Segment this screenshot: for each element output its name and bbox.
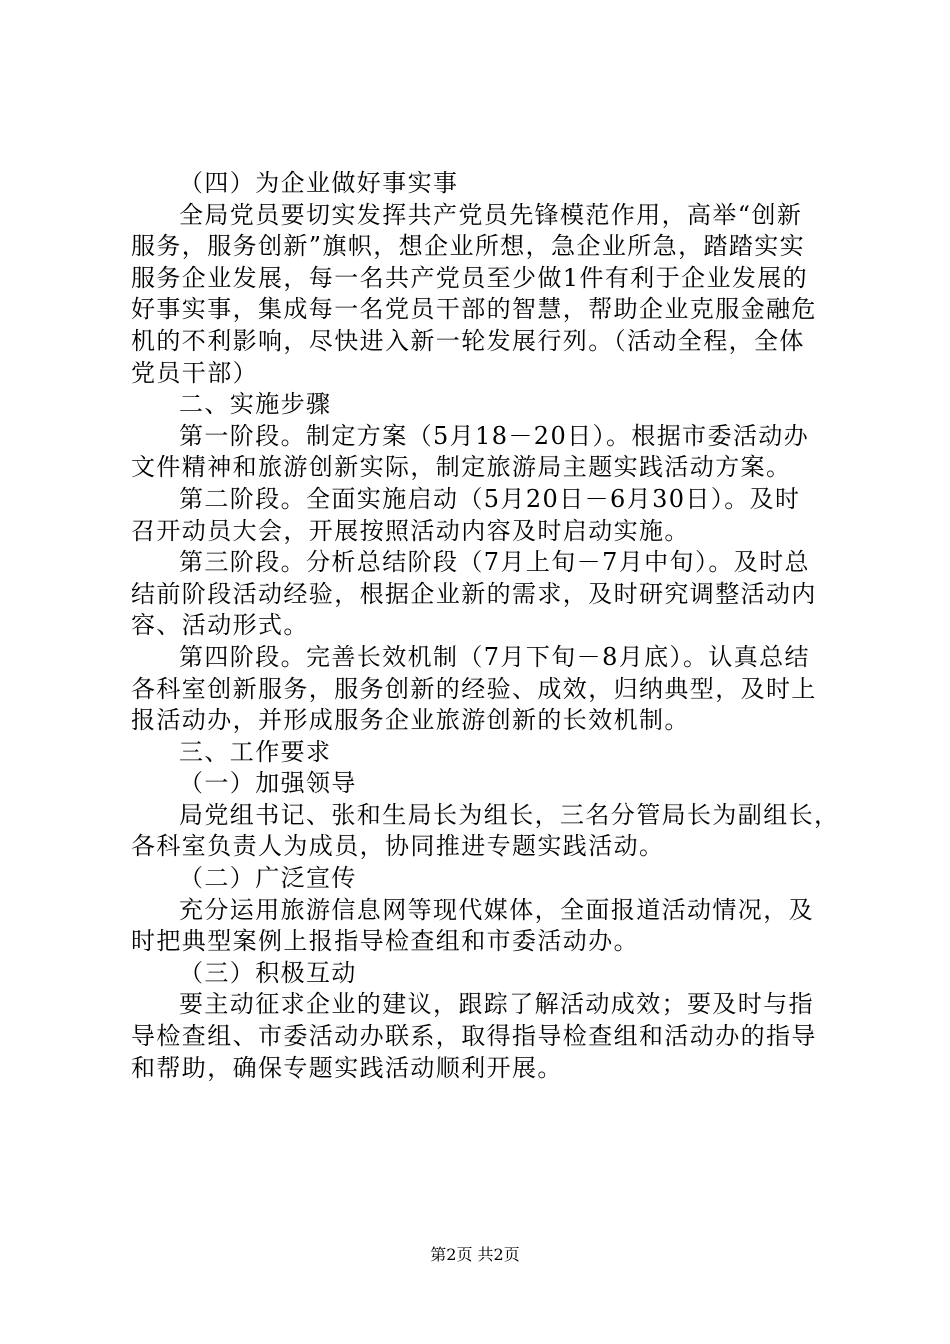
text-line: 和帮助，确保专题实践活动顺利开展。 bbox=[131, 1053, 563, 1082]
text-line: 服务，服务创新”旗帜，想企业所想，急企业所急，踏踏实实 bbox=[131, 232, 806, 261]
text-line: 全局党员要切实发挥共产党员先锋模范作用，高举“创新 bbox=[179, 200, 803, 229]
text-line: 第四阶段。完善长效机制（7月下旬－8月底）。认真总结 bbox=[179, 642, 810, 671]
text-line: 各科室创新服务，服务创新的经验、成效，归纳典型，及时上 bbox=[131, 674, 817, 703]
text-line: 充分运用旅游信息网等现代媒体，全面报道活动情况，及 bbox=[179, 895, 814, 924]
text-line: 要主动征求企业的建议，跟踪了解活动成效；要及时与指 bbox=[179, 990, 814, 1019]
text-line: 召开动员大会，开展按照活动内容及时启动实施。 bbox=[131, 516, 690, 545]
text-line: （四）为企业做好事实事 bbox=[179, 169, 459, 197]
text-line: 第二阶段。全面实施启动（5月20日－6月30日）。及时 bbox=[179, 484, 801, 513]
text-line: 机的不利影响，尽快进入新一轮发展行列。（活动全程，全体 bbox=[131, 326, 805, 355]
text-line: 结前阶段活动经验，根据企业新的需求，及时研究调整活动内 bbox=[131, 579, 817, 608]
text-line: （一）加强领导 bbox=[179, 769, 357, 798]
page-footer: 第2页 共2页 bbox=[430, 1245, 520, 1264]
text-line: 各科室负责人为成员，协同推进专题实践活动。 bbox=[131, 832, 665, 861]
text-line: （三）积极互动 bbox=[179, 958, 357, 987]
document-body bbox=[131, 168, 840, 1084]
text-line: 容、活动形式。 bbox=[131, 611, 309, 640]
text-line: 好事实事，集成每一名党员干部的智慧，帮助企业克服金融危 bbox=[131, 295, 817, 324]
text-line: 导检查组、市委活动办联系，取得指导检查组和活动办的指导 bbox=[131, 1022, 817, 1051]
text-line: 三、工作要求 bbox=[179, 737, 332, 766]
text-line: 时把典型案例上报指导检查组和市委活动办。 bbox=[131, 927, 639, 956]
text-line: 服务企业发展，每一名共产党员至少做1件有利于企业发展的 bbox=[131, 263, 809, 292]
text-line: 党员干部） bbox=[131, 358, 258, 387]
text-line: 第三阶段。分析总结阶段（7月上旬－7月中旬）。及时总 bbox=[179, 548, 810, 577]
text-line: 局党组书记、张和生局长为组长，三名分管局长为副组长， bbox=[179, 800, 840, 829]
text-line: 文件精神和旅游创新实际，制定旅游局主题实践活动方案。 bbox=[131, 453, 792, 482]
text-line: 二、实施步骤 bbox=[179, 390, 332, 419]
text-line: 报活动办，并形成服务企业旅游创新的长效机制。 bbox=[131, 706, 690, 735]
text-line: （二）广泛宣传 bbox=[179, 864, 357, 893]
text-line: 第一阶段。制定方案（5月18－20日）。根据市委活动办 bbox=[179, 421, 810, 450]
